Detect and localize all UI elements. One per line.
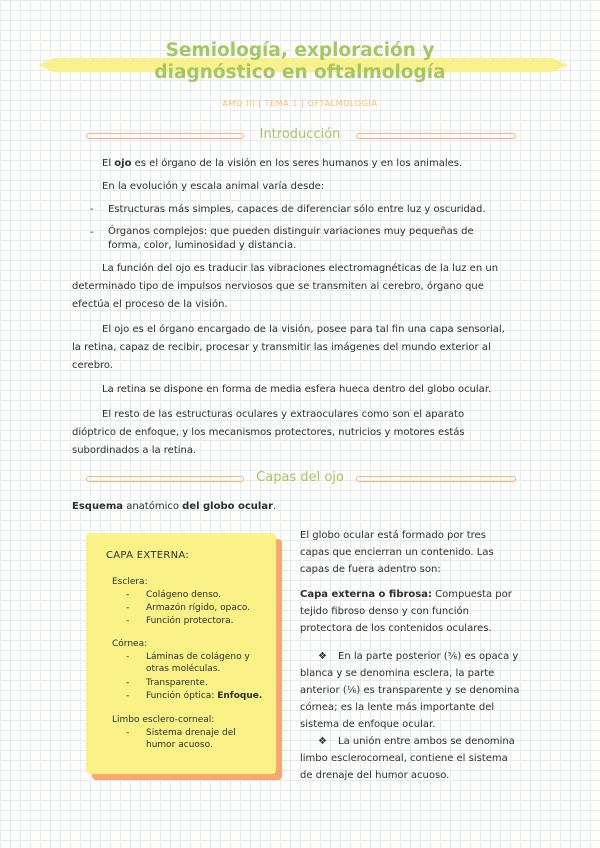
text-line: limbo esclerocorneal, contiene el sistema: [300, 753, 508, 764]
esquema-caption: [72, 499, 276, 516]
text-line: protectora de los contenidos oculares.: [300, 623, 492, 634]
note-item: Transparente.: [146, 678, 208, 688]
note-dash: -: [126, 652, 130, 662]
text-line: Órganos complejos: que pueden distinguir variaciones muy pequeñas de: [108, 226, 474, 237]
note-item: Colágeno denso.: [146, 590, 221, 600]
text-line: sistema de enfoque ocular.: [300, 719, 436, 730]
note-dash: -: [126, 603, 130, 613]
text-line: El ojo es el órgano encargado de la visión, posee para tal fin una capa sensorial,: [102, 324, 505, 335]
diamond-bullet-icon: ❖: [318, 651, 327, 662]
note-dash: -: [126, 590, 130, 600]
text-line: Sistema drenaje del: [146, 728, 236, 738]
paragraph-limbo: [300, 733, 515, 784]
note-item: Armazón rígido, opaco.: [146, 603, 251, 613]
note-label-esclera: Esclera:: [112, 577, 148, 587]
note-item: Función protectora.: [146, 616, 234, 626]
note-dash: -: [126, 678, 130, 688]
section-heading-capas: Capas del ojo: [256, 470, 344, 485]
text-line: córnea; es la lente más importante del: [300, 702, 495, 713]
paragraph-resto: [72, 406, 465, 460]
text-line: tejido fibroso denso y con función: [300, 606, 469, 617]
paragraph-capa-externa: [300, 586, 512, 637]
note-item: [146, 690, 262, 702]
text-line: [300, 586, 512, 603]
bullet-item-complejo: [108, 225, 474, 253]
note-dash: -: [126, 691, 130, 701]
page-subtitle: AMQ III | TEMA 1 | OFTALMOLOGÍA: [222, 99, 378, 108]
section-divider-right: [356, 476, 516, 482]
text-line: En la parte posterior (⅚) es opaca y: [338, 651, 519, 662]
paragraph-retina: La retina se dispone en forma de media esfera hueca dentro del globo ocular.: [102, 384, 492, 395]
text-segment: es el órgano de la visión en los seres humanos y en los animales.: [131, 158, 463, 169]
text-line: humor acuoso.: [146, 740, 213, 750]
page-title: [0, 40, 600, 84]
text-line: cerebro.: [72, 360, 114, 371]
text-line: otras moléculas.: [146, 664, 221, 674]
text-segment: .: [273, 501, 277, 512]
bullet-dash: -: [90, 204, 94, 215]
paragraph-ojo: [102, 156, 462, 173]
text-line: El globo ocular está formado por tres: [300, 530, 486, 541]
text-line: El resto de las estructuras oculares y extraoculares como son el aparato: [102, 409, 465, 420]
bold-term: del globo ocular: [182, 501, 273, 512]
page-title-line2: diagnóstico en oftalmología: [154, 62, 446, 83]
paragraph-posterior: [300, 648, 519, 733]
section-divider-left: [86, 476, 244, 482]
text-line: Láminas de colágeno y: [146, 652, 250, 662]
text-line: anterior (⅙) es transparente y se denomina: [300, 685, 520, 696]
note-dash: -: [126, 616, 130, 626]
note-dash: -: [126, 728, 130, 738]
text-line: efectúa el proceso de la visión.: [72, 299, 228, 310]
text-line: capas que encierran un contenido. Las: [300, 547, 494, 558]
bullet-dash: -: [90, 227, 94, 238]
text-line: de drenaje del humor acuoso.: [300, 770, 450, 781]
text-segment: anatómico: [123, 501, 183, 512]
section-divider-left: [86, 133, 244, 139]
text-segment: Compuesta por: [431, 589, 512, 600]
paragraph-globo: [300, 527, 494, 578]
text-segment: El: [102, 158, 115, 169]
text-line: determinado tipo de impulsos nerviosos que se transmiten al cerebro, órgano que: [72, 281, 484, 292]
note-item: [146, 727, 236, 751]
note-label-cornea: Córnea:: [112, 639, 148, 649]
bold-term: Enfoque.: [217, 691, 263, 701]
section-divider-right: [356, 133, 516, 139]
text-line: dióptrico de enfoque, y los mecanismos protectores, nutricios y motores estás: [72, 427, 465, 438]
text-segment: Función óptica:: [146, 691, 218, 701]
note-title: CAPA EXTERNA:: [106, 550, 190, 561]
paragraph-evolucion: En la evolución y escala animal varía desde:: [102, 181, 325, 192]
diamond-bullet-icon: ❖: [318, 736, 327, 747]
text-line: La función del ojo es traducir las vibraciones electromagnéticas de la luz en un: [102, 263, 499, 274]
page-title-line1: Semiología, exploración y: [165, 40, 435, 61]
paragraph-funcion: [72, 260, 498, 314]
section-heading-intro: Introducción: [259, 127, 341, 142]
bullet-item-simple: Estructuras más simples, capaces de diferenciar sólo entre luz y oscuridad.: [108, 204, 486, 215]
text-line: la retina, capaz de recibir, procesar y transmitir las imágenes del mundo exterior al: [72, 342, 491, 353]
text-line: forma, color, luminosidad y distancia.: [108, 240, 297, 251]
bold-term-ojo: ojo: [114, 158, 132, 169]
paragraph-organo: [72, 321, 505, 375]
text-line: capas de fuera adentro son:: [300, 564, 441, 575]
text-line: La unión entre ambos se denomina: [338, 736, 515, 747]
note-item: [146, 651, 250, 675]
note-label-limbo: Limbo esclero-corneal:: [112, 715, 215, 725]
bold-term: Esquema: [72, 501, 124, 512]
text-line: subordinados a la retina.: [72, 445, 197, 456]
bold-term: Capa externa o fibrosa:: [300, 589, 432, 600]
text-line: blanca y se denomina esclera, la parte: [300, 668, 495, 679]
